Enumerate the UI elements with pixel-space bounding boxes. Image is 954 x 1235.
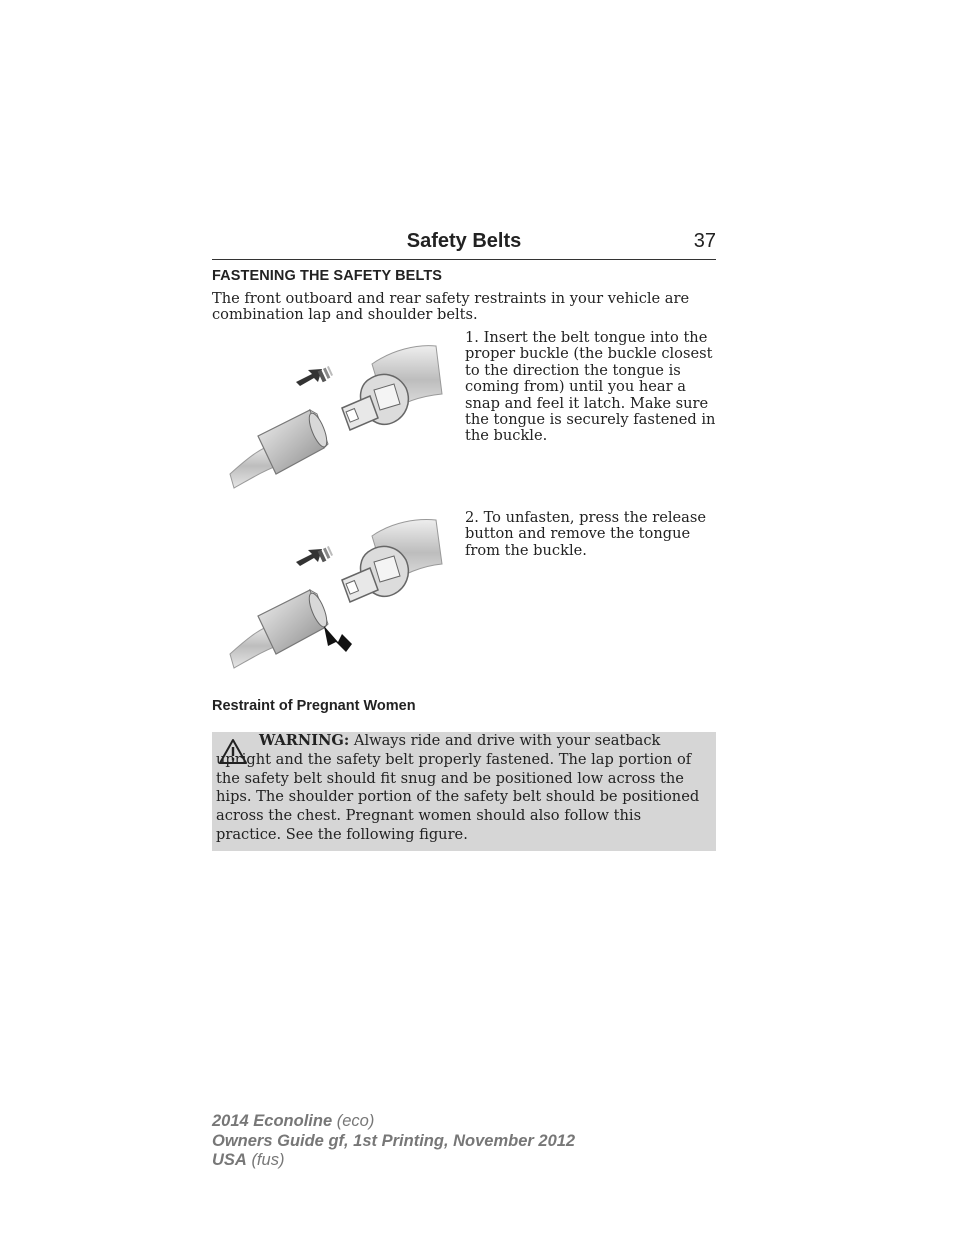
footer-region-code: (fus) — [251, 1151, 285, 1169]
belt-insert-figure — [222, 336, 446, 492]
arrow-left-icon — [296, 546, 333, 566]
section-heading: FASTENING THE SAFETY BELTS — [212, 268, 443, 284]
chapter-title: Safety Belts — [406, 230, 522, 252]
warning-box — [212, 732, 716, 851]
page-footer — [212, 1112, 575, 1171]
footer-model: 2014 Econoline — [212, 1112, 333, 1130]
subsection-heading: Restraint of Pregnant Women — [212, 698, 416, 714]
footer-model-code: (eco) — [336, 1112, 375, 1130]
footer-guide: Owners Guide gf, 1st Printing, November 2012 — [212, 1131, 576, 1150]
intro-paragraph: The front outboard and rear safety restraints in your vehicle are combination lap and shoulder belts. — [212, 290, 690, 324]
page-header — [212, 229, 716, 260]
warning-body: Always ride and drive with your seatback upright and the safety belt properly fastened. The lap portion of the safety belt should fit snug and be positioned low across the hips. The shoulder portion of the safety belt should be positioned across the chest. Pregnant women should also follow this practice. See the following figure. — [216, 732, 700, 843]
step-2-text: 2. To unfasten, press the release button and remove the tongue from the buckle. — [465, 509, 707, 559]
warning-label: WARNING: — [259, 732, 350, 749]
arrow-left-icon — [296, 366, 333, 386]
arrow-press-icon — [324, 626, 352, 652]
footer-region: USA — [212, 1151, 247, 1169]
warning-text — [216, 732, 706, 845]
page-number: 37 — [693, 230, 716, 252]
belt-release-figure — [222, 516, 446, 672]
step-1-text: 1. Insert the belt tongue into the proper buckle (the buckle closest to the direction the tongue is coming from) until you hear a snap and feel it latch. Make sure the tongue is securely fastened in the buckle. — [465, 329, 716, 445]
